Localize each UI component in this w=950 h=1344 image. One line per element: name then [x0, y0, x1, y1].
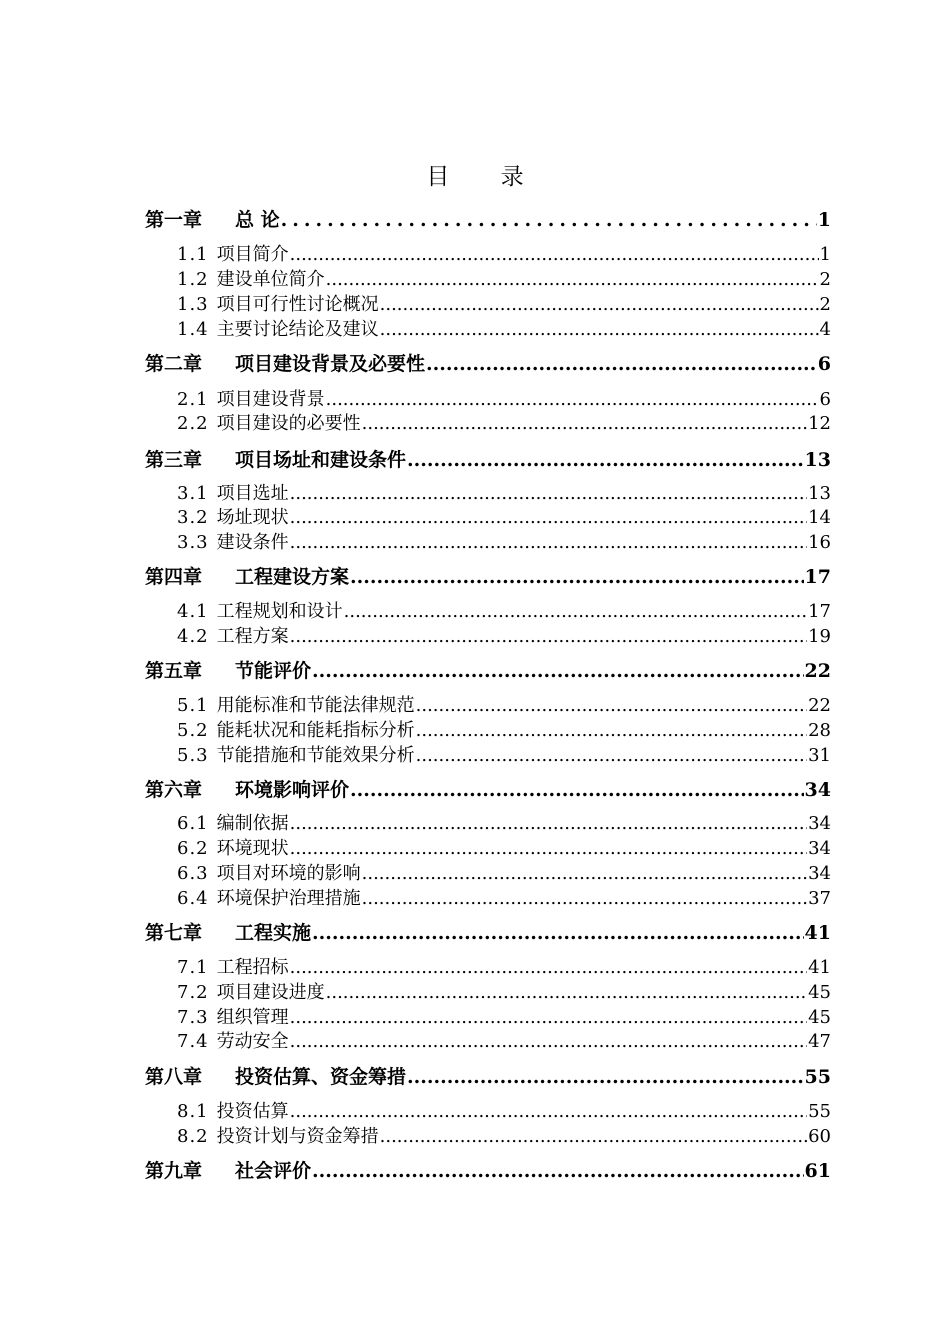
- toc-section-entry[interactable]: [145, 626, 831, 648]
- section-number: 5.3: [177, 745, 209, 766]
- toc-section-entry[interactable]: [145, 1007, 831, 1029]
- toc-chapter-entry[interactable]: [145, 1160, 831, 1182]
- toc-section-entry[interactable]: [145, 601, 831, 623]
- toc-chapter-entry[interactable]: [145, 660, 831, 682]
- page-number: 6: [817, 353, 831, 375]
- toc-section-entry[interactable]: [145, 888, 831, 910]
- dot-leader: [326, 269, 819, 291]
- dot-leader: [350, 779, 804, 801]
- dot-leader: [326, 389, 819, 411]
- section-number: 6.2: [177, 838, 209, 859]
- toc-chapter-entry[interactable]: [145, 779, 831, 801]
- entry-title: 投资估算、资金筹措: [235, 1066, 407, 1088]
- page-number: 41: [804, 922, 831, 944]
- section-number: 6.4: [177, 888, 209, 909]
- entry-title: 编制依据: [216, 813, 289, 834]
- section-number: 8.2: [177, 1126, 209, 1147]
- section-number: 5.2: [177, 720, 209, 741]
- section-number: 7.4: [177, 1031, 209, 1052]
- entry-title: 工程实施: [235, 922, 312, 944]
- page-number: 28: [808, 720, 831, 741]
- entry-title: 环境影响评价: [235, 779, 350, 801]
- chapter-number: 第七章: [145, 922, 203, 944]
- page-number: 37: [808, 888, 831, 909]
- dot-leader: [380, 1126, 807, 1148]
- section-number: 6.3: [177, 863, 209, 884]
- page-number: 41: [808, 957, 831, 978]
- section-number: 5.1: [177, 695, 209, 716]
- chapter-number: 第三章: [145, 449, 203, 471]
- entry-title: 节能措施和节能效果分析: [216, 745, 415, 766]
- dot-leader: [426, 353, 817, 375]
- page-title: 目 录: [426, 164, 546, 190]
- entry-title: 工程建设方案: [235, 566, 350, 588]
- chapter-number: 第一章: [145, 209, 203, 231]
- dot-leader: [416, 745, 807, 767]
- section-number: 3.3: [177, 532, 209, 553]
- page-number: 13: [808, 483, 831, 504]
- dot-leader: [290, 1007, 807, 1029]
- entry-title: 社会评价: [235, 1160, 312, 1182]
- dot-leader: [362, 888, 807, 910]
- page-number: 17: [804, 566, 831, 588]
- page-number: 47: [808, 1031, 831, 1052]
- toc-chapter-entry[interactable]: [145, 922, 831, 944]
- dot-leader: [312, 1160, 804, 1182]
- section-number: 3.2: [177, 507, 209, 528]
- page-number: 55: [804, 1066, 831, 1088]
- dot-leader: [290, 483, 807, 505]
- section-number: 3.1: [177, 483, 209, 504]
- entry-title: 能耗状况和能耗指标分析: [216, 720, 415, 741]
- page-number: 45: [808, 1007, 831, 1028]
- toc-section-entry[interactable]: [145, 389, 831, 411]
- toc-section-entry[interactable]: [145, 838, 831, 860]
- entry-title: 主要讨论结论及建议: [216, 319, 379, 340]
- section-number: 1.1: [177, 244, 209, 265]
- chapter-number: 第八章: [145, 1066, 203, 1088]
- page-number: 1: [817, 209, 831, 231]
- toc-chapter-entry[interactable]: [145, 449, 831, 471]
- dot-leader: [290, 1101, 807, 1123]
- page-number: 61: [804, 1160, 831, 1182]
- page-number: 22: [808, 695, 831, 716]
- section-number: 1.2: [177, 269, 209, 290]
- page-number: 12: [808, 413, 831, 434]
- page-number: 34: [808, 838, 831, 859]
- entry-title: 劳动安全: [216, 1031, 289, 1052]
- entry-title: 项目选址: [216, 483, 289, 504]
- entry-title: 项目建设背景: [216, 389, 325, 410]
- toc-section-entry[interactable]: [145, 319, 831, 341]
- section-number: 8.1: [177, 1101, 209, 1122]
- dot-leader: [407, 1066, 804, 1088]
- dot-leader: [416, 695, 807, 717]
- dot-leader: [380, 319, 819, 341]
- section-number: 2.1: [177, 389, 209, 410]
- toc-section-entry[interactable]: [145, 813, 831, 835]
- section-number: 1.3: [177, 294, 209, 315]
- section-number: 7.1: [177, 957, 209, 978]
- toc-section-entry[interactable]: [145, 507, 831, 529]
- dot-leader: [312, 660, 804, 682]
- dot-leader: [290, 244, 819, 266]
- page-number: 60: [808, 1126, 831, 1147]
- page-number: 13: [804, 449, 831, 471]
- toc-section-entry[interactable]: [145, 413, 831, 435]
- dot-leader: [290, 838, 807, 860]
- toc-section-entry[interactable]: [145, 244, 831, 266]
- entry-title: 建设单位简介: [216, 269, 325, 290]
- toc-chapter-entry[interactable]: [145, 1066, 831, 1088]
- entry-title: 项目建设的必要性: [216, 413, 361, 434]
- page-number: 17: [808, 601, 831, 622]
- toc-section-entry[interactable]: [145, 863, 831, 885]
- page-number: 31: [808, 745, 831, 766]
- entry-title: 项目对环境的影响: [216, 863, 361, 884]
- toc-section-entry[interactable]: [145, 269, 831, 291]
- dot-leader: [281, 209, 817, 231]
- page-number: 2: [819, 269, 831, 290]
- chapter-number: 第六章: [145, 779, 203, 801]
- toc-section-entry[interactable]: [145, 695, 831, 717]
- toc-section-entry[interactable]: [145, 720, 831, 742]
- entry-title: 总 论: [235, 209, 280, 231]
- dot-leader: [290, 1031, 807, 1053]
- entry-title: 项目简介: [216, 244, 289, 265]
- toc-section-entry[interactable]: [145, 957, 831, 979]
- entry-title: 环境现状: [216, 838, 289, 859]
- entry-title: 工程规划和设计: [216, 601, 343, 622]
- entry-title: 项目建设进度: [216, 982, 325, 1003]
- toc-section-entry[interactable]: [145, 982, 831, 1004]
- entry-title: 环境保护治理措施: [216, 888, 361, 909]
- section-number: 2.2: [177, 413, 209, 434]
- entry-title: 投资估算: [216, 1101, 289, 1122]
- page-number: 34: [808, 863, 831, 884]
- entry-title: 建设条件: [216, 532, 289, 553]
- entry-title: 用能标准和节能法律规范: [216, 695, 415, 716]
- page-number: 6: [819, 389, 831, 410]
- dot-leader: [380, 294, 819, 316]
- toc-section-entry[interactable]: [145, 745, 831, 767]
- dot-leader: [290, 507, 807, 529]
- page-number: 34: [808, 813, 831, 834]
- page-number: 19: [808, 626, 831, 647]
- dot-leader: [407, 449, 804, 471]
- section-number: 1.4: [177, 319, 209, 340]
- dot-leader: [344, 601, 807, 623]
- toc-chapter-entry[interactable]: [145, 353, 831, 375]
- section-number: 4.2: [177, 626, 209, 647]
- page-number: 1: [819, 244, 831, 265]
- toc-section-entry[interactable]: [145, 483, 831, 505]
- section-number: 4.1: [177, 601, 209, 622]
- toc-section-entry[interactable]: [145, 294, 831, 316]
- section-number: 7.2: [177, 982, 209, 1003]
- entry-title: 组织管理: [216, 1007, 289, 1028]
- page-number: 2: [819, 294, 831, 315]
- entry-title: 工程方案: [216, 626, 289, 647]
- entry-title: 节能评价: [235, 660, 312, 682]
- page-number: 14: [808, 507, 831, 528]
- dot-leader: [362, 413, 807, 435]
- dot-leader: [312, 922, 804, 944]
- dot-leader: [416, 720, 807, 742]
- toc-chapter-entry[interactable]: [145, 566, 831, 588]
- dot-leader: [326, 982, 807, 1004]
- page-number: 55: [808, 1101, 831, 1122]
- dot-leader: [350, 566, 804, 588]
- chapter-number: 第四章: [145, 566, 203, 588]
- toc-section-entry[interactable]: [145, 1031, 831, 1053]
- page-number: 4: [819, 319, 831, 340]
- entry-title: 项目建设背景及必要性: [235, 353, 426, 375]
- section-number: 7.3: [177, 1007, 209, 1028]
- entry-title: 项目场址和建设条件: [235, 449, 407, 471]
- section-number: 6.1: [177, 813, 209, 834]
- page-number: 34: [804, 779, 831, 801]
- entry-title: 项目可行性讨论概况: [216, 294, 379, 315]
- entry-title: 场址现状: [216, 507, 289, 528]
- page-number: 22: [804, 660, 831, 682]
- dot-leader: [362, 863, 807, 885]
- toc-chapter-entry[interactable]: [145, 209, 831, 231]
- page-number: 45: [808, 982, 831, 1003]
- chapter-number: 第五章: [145, 660, 203, 682]
- entry-title: 投资计划与资金筹措: [216, 1126, 379, 1147]
- dot-leader: [290, 957, 807, 979]
- toc-section-entry[interactable]: [145, 1126, 831, 1148]
- chapter-number: 第九章: [145, 1160, 203, 1182]
- entry-title: 工程招标: [216, 957, 289, 978]
- page-number: 16: [808, 532, 831, 553]
- chapter-number: 第二章: [145, 353, 203, 375]
- dot-leader: [290, 532, 807, 554]
- dot-leader: [290, 813, 807, 835]
- toc-section-entry[interactable]: [145, 532, 831, 554]
- toc-section-entry[interactable]: [145, 1101, 831, 1123]
- dot-leader: [290, 626, 807, 648]
